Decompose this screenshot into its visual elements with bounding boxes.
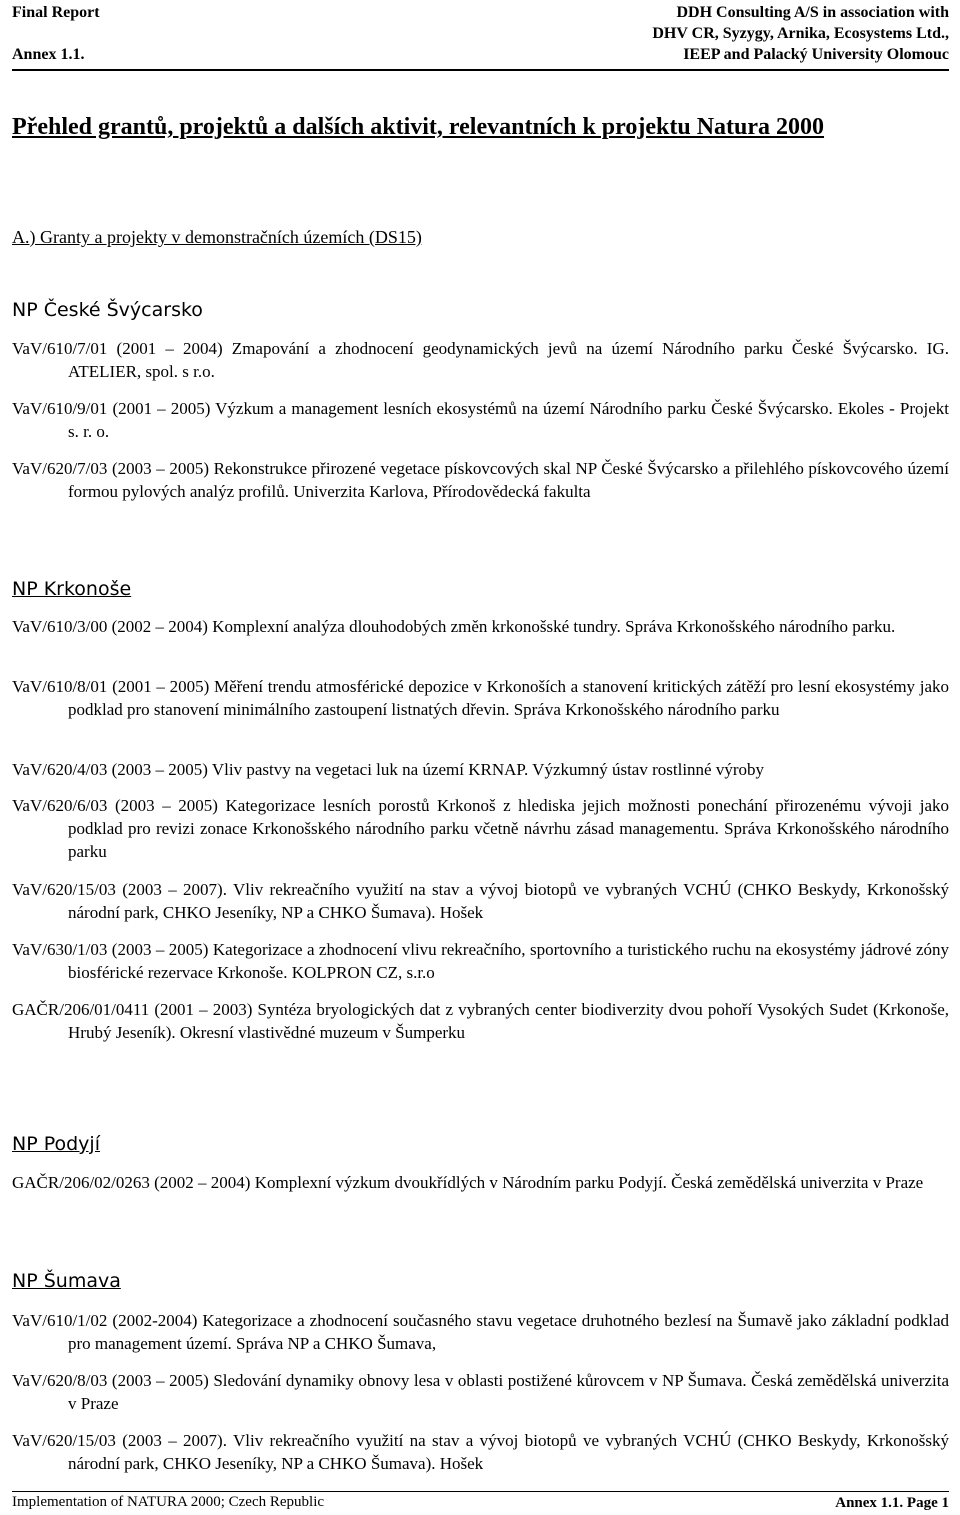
entry-ceske-svycarsko-3: VaV/620/7/03 (2003 – 2005) Rekonstrukce přirozené vegetace pískovcových skal NP České Švýcarsko a přilehlého pískovcového území formou pylových analýz profilů. Univerzita Karlova, Přírodovědecká fakulta [12,459,949,501]
heading-np-krkonose: NP Krkonoše [12,578,132,600]
entry-sumava-2: VaV/620/8/03 (2003 – 2005) Sledování dynamiky obnovy lesa v oblasti postižené kůrovcem v NP Šumava. Česká zemědělská univerzita v Praze [12,1371,949,1413]
footer-left: Implementation of NATURA 2000; Czech Republic [12,1494,325,1510]
document-page [12,0,949,1515]
heading-np-sumava: NP Šumava [12,1270,121,1292]
entry-krkonose-1: VaV/610/3/00 (2002 – 2004) Komplexní analýza dlouhodobých změn krkonošské tundry. Správa Krkonošského národního parku. [12,617,896,636]
entry-sumava-1: VaV/610/1/02 (2002-2004) Kategorizace a zhodnocení současného stavu vegetace druhotného bezlesí na Šumavě jako základní podklad pro management území. Správa NP a CHKO Šumava, [12,1311,949,1353]
entry-krkonose-7: GAČR/206/01/0411 (2001 – 2003) Syntéza bryologických dat z vybraných center biodiverzity dvou pohoří Vysokých Sudet (Krkonoše, Hrubý Jeseník). Okresní vlastivědné muzeum v Šumperku [12,1000,949,1042]
entry-sumava-3: VaV/620/15/03 (2003 – 2007). Vliv rekreačního využití na stav a vývoj biotopů ve vybraných VCHÚ (CHKO Beskydy, Krkonošský národní park, CHKO Jeseníky, NP a CHKO Šumava). Hošek [12,1431,949,1473]
entry-krkonose-3: VaV/620/4/03 (2003 – 2005) Vliv pastvy na vegetaci luk na území KRNAP. Výzkumný ústav rostlinné výroby [12,760,765,779]
heading-np-ceske-svycarsko: NP České Švýcarsko [12,299,203,321]
header-report-label: Final Report [12,4,100,21]
header-annex-label: Annex 1.1. [12,46,85,63]
entry-ceske-svycarsko-1: VaV/610/7/01 (2001 – 2004) Zmapování a zhodnocení geodynamických jevů na území Národního parku České Švýcarsko. IG. ATELIER, spol. s r.o. [12,339,949,381]
header-left [12,2,100,65]
document-title: Přehled grantů, projektů a dalších aktivit, relevantních k projektu Natura 2000 [12,114,825,140]
footer-page-label: Annex 1.1. Page 1 [835,1495,949,1511]
entry-podyji-1: GAČR/206/02/0263 (2002 – 2004) Komplexní výzkum dvoukřídlých v Národním parku Podyjí. Česká zemědělská univerzita v Praze [12,1173,924,1192]
entry-krkonose-2: VaV/610/8/01 (2001 – 2005) Měření trendu atmosférické depozice v Krkonoších a stanovení kritických zátěží pro lesní ekosystémy jako podklad pro stanovení minimálního zastoupení listnatých dřevin. Správa Krkonošského národního parku [12,677,949,719]
entry-krkonose-5: VaV/620/15/03 (2003 – 2007). Vliv rekreačního využití na stav a vývoj biotopů ve vybraných VCHÚ (CHKO Beskydy, Krkonošský národní park, CHKO Jeseníky, NP a CHKO Šumava). Hošek [12,880,949,922]
header-rule [12,69,949,71]
header-consultant-line2: DHV CR, Syzygy, Arnika, Ecosystems Ltd., [652,25,949,42]
header-consultant-line1: DDH Consulting A/S in association with [676,4,949,21]
header-right [652,2,949,65]
entry-krkonose-6: VaV/630/1/03 (2003 – 2005) Kategorizace a zhodnocení vlivu rekreačního, sportovního a turistického ruchu na ekosystémy jádrové zóny biosférické rezervace Krkonoše. KOLPRON CZ, s.r.o [12,940,949,982]
entry-krkonose-4: VaV/620/6/03 (2003 – 2005) Kategorizace lesních porostů Krkonoš z hlediska jejich možnosti ponechání přirozenému vývoji jako podklad pro revizi zonace Krkonošského národního parku včetně návrhu zásad managementu. Správa Krkonošského národního parku [12,796,949,861]
section-a-heading: A.) Granty a projekty v demonstračních územích (DS15) [12,227,422,247]
heading-np-podyji: NP Podyjí [12,1133,100,1155]
header-consultant-line3: IEEP and Palacký University Olomouc [683,46,949,63]
entry-ceske-svycarsko-2: VaV/610/9/01 (2001 – 2005) Výzkum a management lesních ekosystémů na území Národního parku České Švýcarsko. Ekoles - Projekt s. r. o. [12,399,949,441]
footer-rule [12,1491,949,1492]
